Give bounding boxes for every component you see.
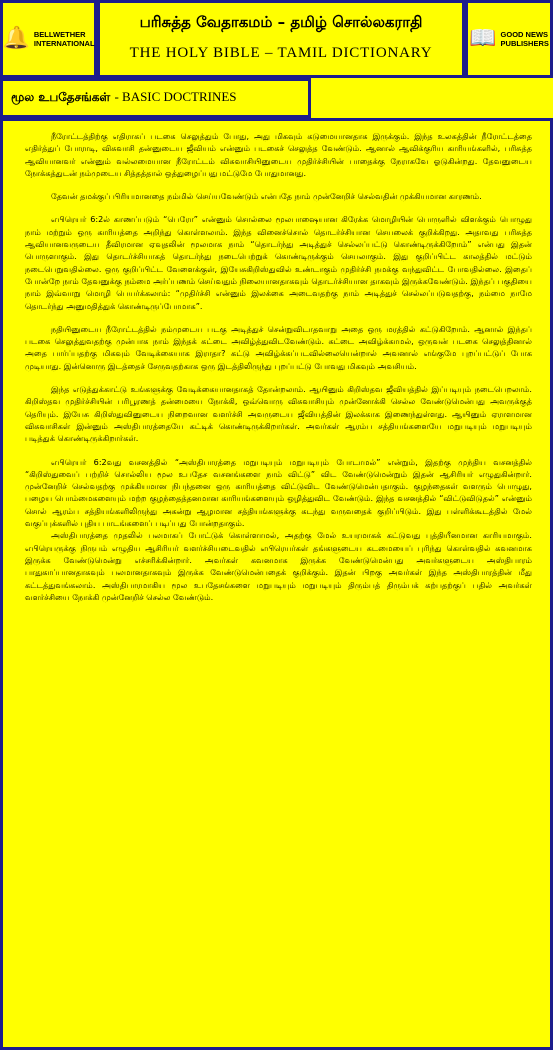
paragraph: நதியினுடைய நீரோட்டத்தில் நம்முடைய படகு அடித்துச் சென்றுவிடாதவாறு அதை ஒரு மரத்தில் கட்டுகிறோம். ஆனால் இந்தப் படகை செலுத்துவதற்கு முன்பாக நாம் இந்தக் கட்டை அவிழ்த்துவிடவேண்டும். கட்டை அவிழ்க்காமல், ஒருவன் படகை செலுத்தினால் அதை பார்ப்பதற்கு மிகவும் வேடிக்கையாக இராதா? கட்டு அவிழ்க்கப்படவில்லையென்றால் அவனால் எங்குமே புறப்பட்டுப் போக முடியாது. இன்னொரு இடத்தைச் சேருவதற்காக ஒரு இடத்திலிருந்து புறப்பட்டு போவது மிகவும் அவசியம். [25, 323, 532, 371]
paragraph: எபிரெயர் 6:2ல் காணப்படும் “பெரோ” என்னும் சொல்லை மூலபாஷையான கிரேக்க மொழியின் பொருளில் விளக்கும் பொழுது நாம் மற்றும் ஒரு காரியத்தை அறிந்து கொள்ளலாம். இந்த வினைச்சொல் தொடர்ச்சியான செயலைக் குறிக்கிறது. அதாவது பரிசுத்த ஆவியானவருடைய தீவிரமான ஏவுதலின் மூலமாக நாம் “தொடர்ந்து அடித்துச் செல்லப்பட்டு கொண்டிருக்கிறோம்” என்பது இதன் பொருளாகும். இது தொடர்ச்சியாகத் தொடர்ந்து நடைபெற்றுக் கொண்டிருக்கும் செயலாகும். இது குறிப்பிட்ட காலத்தில் மட்டும் நடைபெறுவதில்லை. ஒரு குறிப்பிட்ட வேளைக்குள், இயேசுகிறிஸ்துவில் உண்டாகும் முதிர்ச்சி நமக்கு வந்துவிட்ட போவதில்லை. இதைப் போன்றே நாம் தேவனுக்கு நம்மை அர்ப்பணம் செய்வதும் நிலையானதாகவும் தொடர்ச்சியான தாகவும் இருக்கவேண்டும். இந்தப் பகுதியை நாம் இவ்வாறு மொழி பெயர்க்கலாம்: “முதிர்ச்சி என்னும் இலக்கை அடைவதற்கு நாம் அடித்துச் செல்லப்படுவதற்கு, நம்மை நாமே தொடர்ந்து அனுமதித்துக் கொண்டிருப்போமாக”. [25, 214, 532, 311]
right-logo-line2: PUBLISHERS [500, 39, 549, 48]
good-news-logo [465, 0, 553, 78]
paragraph: நீரோட்டத்திற்கு எதிராகப் படகை செலுத்தும் போது, அது மிகவும் கடுமையானதாக இருக்கும். இந்த உலகத்தின் நீரோட்டத்தை எதிர்த்துப் போராடி, விசுவாசி தன்னுடைய ஜீவியம் என்னும் படகைச் செலுத்த வேண்டும். ஆனால் ஆவிக்குரிய காரியங்களில், பரிசுத்த ஆவியானவர் என்னும் வல்லமையான நீரோட்டம் விசுவாசியினுடைய முதிர்ச்சியின் பாதைக்கு நேராகவே ஓடுகின்றது. தேவனுடைய நோக்கத்துடன் நம்முடைய சித்தத்தால் ஒத்துழைப்பது மட்டுமே போதுமானது. [25, 131, 532, 178]
bellwether-bell-icon: 🔔 [2, 26, 30, 51]
paragraph: அஸ்திபாரத்தை முதலில் பலமாகப் போட்டுக் கொள்ளாமல், அதற்கு மேல் உயரமாகக் கட்டுவது புத்தியீனமான காரியமாகும். எபிரெயருக்கு நிருபம் எழுதிய ஆசிரியர் வளர்ச்சியடைவதில் எபிரெயர்கள் தங்களுடைய கடமையைப் புரிந்து கொள்வதில் கவனமாக இருக்க வேண்டுமென்று எச்சரிக்கின்றார். அவர்கள் கவனமாக இருக்க வேண்டுமென்பது அவர்களுடைய அஸ்திபாரம் பாதுகாப்பானதாகவும் பலமானதாகவும் இருக்க வேண்டுமென்பதைக் குறிக்கும். இதன் பிறகு அவர்கள் இந்த அஸ்திபாரத்தின் மீது கட்டத்துவங்கலாம். அஸ்திபாரமாகிய மூல உபதேசங்களை மறுபடியும் மறுபடியும் திரும்பத் திரும்பக் கற்பதற்குப் பதில் அவர்கள் வளர்ச்சியை நோக்கி முன்னேறிச் செல்ல வேண்டும். [25, 530, 532, 602]
section-title-english: - BASIC DOCTRINES [114, 89, 237, 104]
bible-book-icon: 📖 [469, 26, 497, 51]
bellwether-logo [0, 0, 97, 78]
left-logo-line2: INTERNATIONAL [33, 39, 95, 48]
paragraph: எபிரெயர் 6:2வது வசனத்தில் “அஸ்திபாரத்தை மறுபடியும் மறுபடியும் போடாமல்” என்றும், இதற்கு முந்திய வசனத்தில் “கிறிஸ்துவைப் பற்றிச் சொல்லிய மூல உபதேச வசனங்களை நாம் விட்டு” விட வேண்டுமென்றும் இதன் ஆசிரியர் எழுதுகின்றார். முன்னேறிச் செல்வதற்கு முக்கியமான நிபந்தனை ஒரு காரியத்தை விட்டுவிட வேண்டுமென்பதாகும். குழந்தைகள் வளரும் பொழுது, பழைய பொம்மைகளையும் மற்ற குழந்தைத்தனமான காரியங்களையும் ஒழித்துவிட வேண்டும். இந்த வசனத்தில் “விட்டுவிடுதல்” என்னும் சொல் ஆரம்ப சத்தியங்களிலிருந்து அகன்று ஆழமான சத்தியங்களுக்கு கடந்து வருவதைக் குறிப்பிடும். இது பள்ளிக்கூடத்தில் மேல் வகுப்புக்களில் புதிய பாடங்களைப் படிப்பது போன்றதாகும். [25, 456, 532, 529]
paragraph: இந்த எடுத்துக்காட்டு உங்களுக்கு வேடிக்கையானதாகத் தோன்றலாம். ஆயினும் கிறிஸ்தவ ஜீவியத்தில் இப்படியும் நடைபெறலாம். கிறிஸ்தவ முதிர்ச்சியின் பரிபூரணத் தன்மையை நோக்கி, ஒவ்வொரு விசுவாசியும் முன்னோக்கி செல்ல வேண்டுமென்பது அவருக்குத் தெரியும். இயேசு கிறிஸ்துவினுடைய நிறைவான வளர்ச்சி அவருடைய ஜீவியத்தின் இலக்காக இணைந்துள்ளது. ஆயினும் ஏராளமான விசுவாசிகள் இன்னும் அஸ்திபாரத்தையே கட்டிக் கொண்டிருக்கிறார்கள். அவர்கள் ஆரம்ப சத்தியங்களையே மறுபடியும் மறுபடியும் படித்துக் கொண்டிருக்கிறார்கள். [25, 384, 532, 444]
section-heading [0, 78, 311, 118]
page-title-tamil: பரிசுத்த வேதாகமம் – தமிழ் சொல்லகராதி [139, 13, 423, 31]
right-logo-line1: GOOD NEWS [500, 30, 549, 39]
left-logo-line1: BELLWETHER [33, 30, 86, 39]
content-panel [0, 118, 553, 1050]
page-header [97, 0, 465, 78]
paragraph: தேவன் தமக்குப் பிரியமானதை நம்மில் செய்யவேண்டும் என்பதே நாம் முன்னேறிச் செல்வதின் முக்கியமான காரணம். [51, 191, 482, 202]
article-body [3, 121, 550, 603]
section-title-tamil: மூல உபதேசங்கள் [11, 90, 111, 104]
page-title-english: THE HOLY BIBLE – TAMIL DICTIONARY [129, 45, 433, 61]
